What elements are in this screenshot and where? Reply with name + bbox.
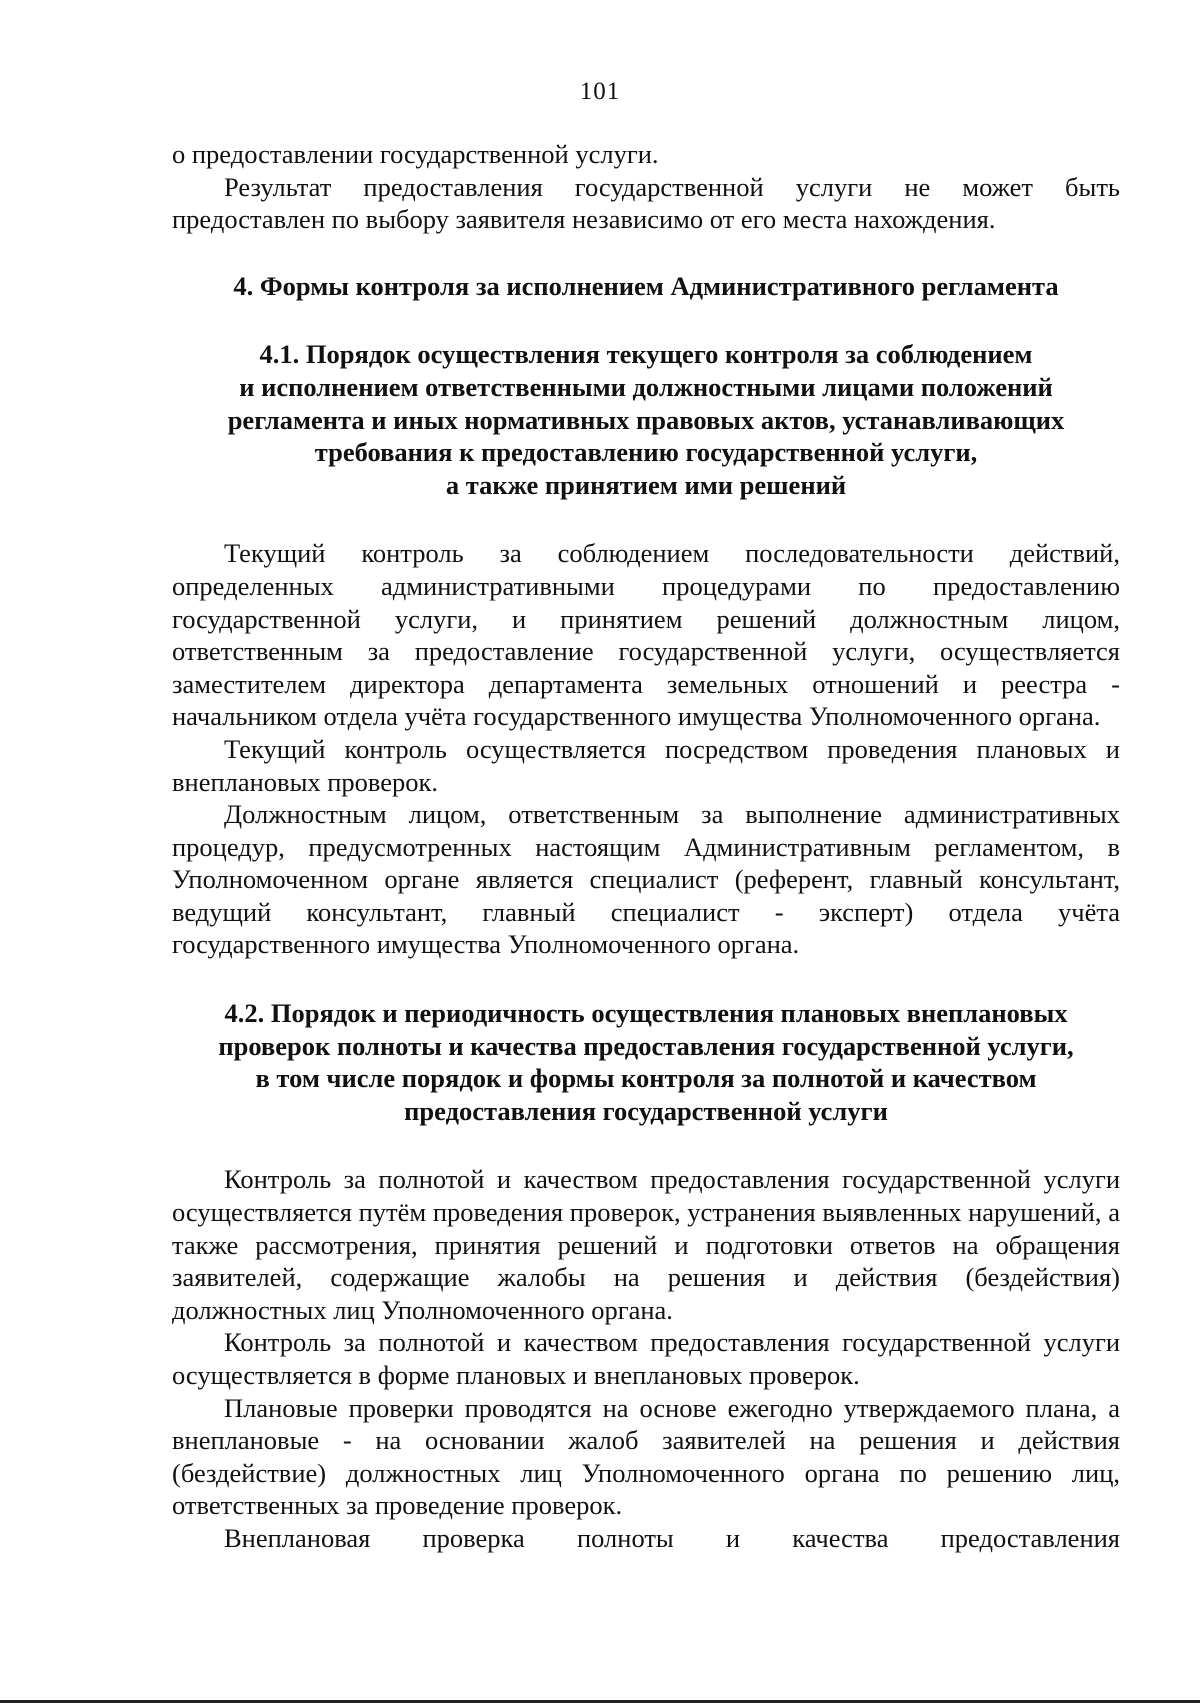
heading-line: регламента и иных нормативных правовых актов, устанавливающих	[227, 404, 1065, 435]
page-number: 101	[579, 78, 621, 105]
heading-line: 4.2. Порядок и периодичность осуществления плановых внеплановых	[224, 998, 1068, 1029]
heading-line: и исполнением ответственными должностными лицами положений	[239, 371, 1053, 402]
section-4-2-heading	[172, 997, 1120, 1127]
paragraph-last-line: Внеплановая проверка полноты и качества предоставления	[224, 1522, 1120, 1553]
document-body	[172, 138, 1120, 1555]
intro-paragraph: Результат предоставления государственной услуги не может быть предоставлен по выбору заявителя независимо от его места нахождения.	[172, 171, 1120, 235]
heading-line: предоставления государственной услуги	[404, 1095, 888, 1126]
paragraph: Контроль за полнотой и качеством предоставления государственной услуги осуществляется в форме плановых и внеплановых проверок.	[172, 1327, 1120, 1390]
heading-line: 4.1. Порядок осуществления текущего контроля за соблюдением	[259, 339, 1033, 370]
intro-line: о предоставлении государственной услуги.	[172, 139, 659, 169]
bottom-edge-rule	[0, 1700, 1200, 1703]
paragraph: Текущий контроль осуществляется посредством проведения плановых и внеплановых проверок.	[172, 733, 1120, 797]
paragraph: Плановые проверки проводятся на основе ежегодно утверждаемого плана, а внеплановые - на основании жалоб заявителей на решения и действия (бездействие) должностных лиц Уполномоченного органа по решению лиц, ответственных за проведение проверок.	[172, 1392, 1120, 1521]
heading-line: а также принятием ими решений	[445, 469, 847, 500]
section-4-heading: 4. Формы контроля за исполнением Административного регламента	[233, 270, 1059, 301]
paragraph: Текущий контроль за соблюдением последовательности действий, определенных административными процедурами по предоставлению государственной услуги, и принятием решений должностным лицом, ответственным за предоставление государственной услуги, осуществляется заместителем директора департамента земельных отношений и реестра - начальником отдела учёта государственного имущества Уполномоченного органа.	[172, 538, 1120, 732]
paragraph: Должностным лицом, ответственным за выполнение административных процедур, предусмотренных настоящим Административным регламентом, в Уполномоченном органе является специалист (референт, главный консультант, ведущий консультант, главный специалист - эксперт) отдела учёта государственного имущества Уполномоченного органа.	[172, 799, 1120, 960]
heading-line: проверок полноты и качества предоставления государственной услуги,	[218, 1030, 1074, 1061]
heading-line: требования к предоставлению государственной услуги,	[314, 437, 978, 468]
heading-line: в том числе порядок и формы контроля за полнотой и качеством	[255, 1063, 1037, 1094]
paragraph: Контроль за полнотой и качеством предоставления государственной услуги осуществляется путём проведения проверок, устранения выявленных нарушений, а также рассмотрения, принятия решений и подготовки ответов на обращения заявителей, содержащие жалобы на решения и действия (бездействия) должностных лиц Уполномоченного органа.	[172, 1164, 1120, 1325]
section-4-1-heading	[172, 338, 1120, 501]
